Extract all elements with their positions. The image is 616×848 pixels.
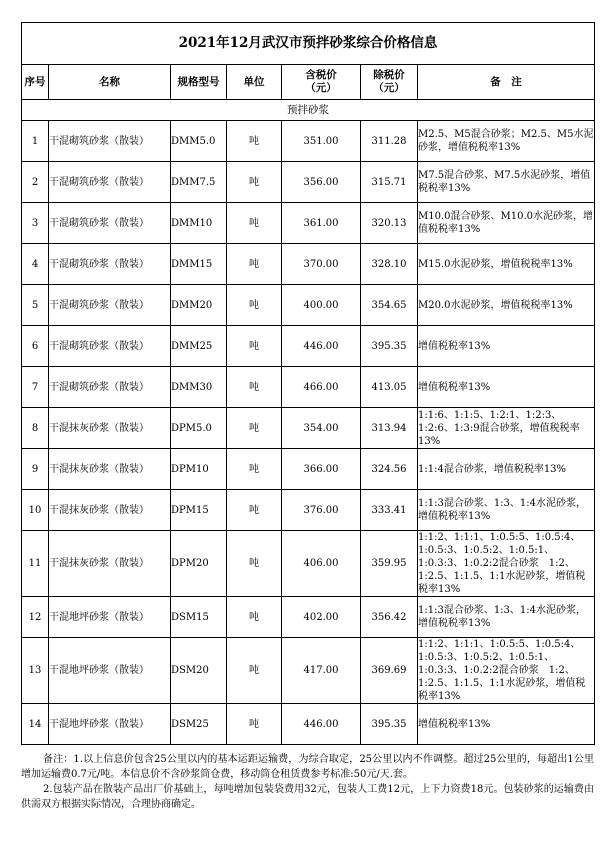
cell-price-notax: 313.94 — [361, 408, 418, 449]
header-name: 名称 — [49, 65, 171, 100]
cell-seq: 8 — [22, 408, 49, 449]
table-row — [22, 597, 595, 638]
table-row — [22, 531, 595, 597]
cell-price-tax: 417.00 — [282, 638, 361, 704]
cell-remark: 1:1:4混合砂浆，增值税税率13% — [418, 449, 595, 490]
cell-name: 干混抹灰砂浆（散装） — [49, 408, 171, 449]
cell-price-tax: 406.00 — [282, 531, 361, 597]
cell-seq: 2 — [22, 162, 49, 203]
table-row — [22, 638, 595, 704]
cell-price-notax: 369.69 — [361, 638, 418, 704]
table-row — [22, 162, 595, 203]
cell-remark: 1:1:3混合砂浆、1:3、1:4水泥砂浆，增值税税率13% — [418, 490, 595, 531]
header-price-notax-line2: （元） — [373, 82, 405, 94]
cell-name: 干混地坪砂浆（散装） — [49, 704, 171, 745]
cell-price-notax: 395.35 — [361, 704, 418, 745]
cell-unit: 吨 — [227, 326, 282, 367]
cell-seq: 13 — [22, 638, 49, 704]
cell-remark: M7.5混合砂浆、M7.5水泥砂浆，增值税税率13% — [418, 162, 595, 203]
category-label: 预拌砂浆 — [22, 100, 595, 121]
table-row — [22, 285, 595, 326]
cell-price-tax: 370.00 — [282, 244, 361, 285]
cell-price-tax: 356.00 — [282, 162, 361, 203]
cell-unit: 吨 — [227, 597, 282, 638]
cell-seq: 11 — [22, 531, 49, 597]
cell-unit: 吨 — [227, 531, 282, 597]
header-price-tax-line1: 含税价 — [305, 69, 337, 81]
cell-name: 干混抹灰砂浆（散装） — [49, 449, 171, 490]
cell-price-tax: 402.00 — [282, 597, 361, 638]
cell-remark: 增值税税率13% — [418, 704, 595, 745]
table-row — [22, 408, 595, 449]
cell-unit: 吨 — [227, 704, 282, 745]
cell-unit: 吨 — [227, 121, 282, 162]
cell-price-tax: 446.00 — [282, 704, 361, 745]
cell-price-notax: 356.42 — [361, 597, 418, 638]
cell-seq: 1 — [22, 121, 49, 162]
cell-price-tax: 446.00 — [282, 326, 361, 367]
header-price-tax — [282, 65, 361, 100]
cell-seq: 14 — [22, 704, 49, 745]
page-title: 2021年12月武汉市预拌砂浆综合价格信息 — [22, 23, 595, 65]
cell-unit: 吨 — [227, 285, 282, 326]
cell-spec: DMM25 — [171, 326, 227, 367]
cell-name: 干混砌筑砂浆（散装） — [49, 121, 171, 162]
cell-spec: DPM15 — [171, 490, 227, 531]
cell-seq: 4 — [22, 244, 49, 285]
category-row — [22, 100, 595, 121]
cell-name: 干混地坪砂浆（散装） — [49, 597, 171, 638]
cell-remark: 1:1:6、1:1:5、1:2:1、1:2:3、1:2:6、1:3:9混合砂浆，增值税税率13% — [418, 408, 595, 449]
cell-seq: 9 — [22, 449, 49, 490]
table-row — [22, 704, 595, 745]
cell-remark: 增值税税率13% — [418, 326, 595, 367]
cell-price-tax: 466.00 — [282, 367, 361, 408]
cell-price-tax: 400.00 — [282, 285, 361, 326]
cell-price-notax: 333.41 — [361, 490, 418, 531]
header-price-notax-line1: 除税价 — [373, 69, 405, 81]
cell-unit: 吨 — [227, 449, 282, 490]
cell-spec: DPM5.0 — [171, 408, 227, 449]
cell-name: 干混砌筑砂浆（散装） — [49, 285, 171, 326]
cell-price-tax: 366.00 — [282, 449, 361, 490]
cell-unit: 吨 — [227, 367, 282, 408]
cell-seq: 10 — [22, 490, 49, 531]
cell-spec: DMM20 — [171, 285, 227, 326]
cell-name: 干混地坪砂浆（散装） — [49, 638, 171, 704]
cell-name: 干混抹灰砂浆（散装） — [49, 490, 171, 531]
cell-price-tax: 351.00 — [282, 121, 361, 162]
cell-remark: 1:1:2、1:1:1、1:0.5:5、1:0.5:4、1:0.5:3、1:0.5:2、1:0.5:1、1:0.3:3、1:0.2:2混合砂浆 1:2、1:2.5、1:1.5、1:1水泥砂浆，增值税税率13% — [418, 531, 595, 597]
cell-spec: DSM20 — [171, 638, 227, 704]
footer-note-1: 备注：1.以上信息价包含25公里以内的基本运距运输费，为综合取定，25公里以内不作调整。超过25公里的，每超出1公里增加运输费0.7元/吨。本信息价不含砂浆筒仓费，移动筒仓租赁费参考标准:50元/天.套。 — [21, 754, 594, 780]
header-spec: 规格型号 — [171, 65, 227, 100]
cell-price-tax: 361.00 — [282, 203, 361, 244]
cell-price-notax: 413.05 — [361, 367, 418, 408]
cell-seq: 3 — [22, 203, 49, 244]
cell-seq: 7 — [22, 367, 49, 408]
cell-name: 干混砌筑砂浆（散装） — [49, 326, 171, 367]
header-price-notax — [361, 65, 418, 100]
cell-remark: M10.0混合砂浆、M10.0水泥砂浆，增值税税率13% — [418, 203, 595, 244]
cell-unit: 吨 — [227, 490, 282, 531]
header-row — [22, 65, 595, 100]
cell-name: 干混抹灰砂浆（散装） — [49, 531, 171, 597]
cell-remark: 增值税税率13% — [418, 367, 595, 408]
cell-name: 干混砌筑砂浆（散装） — [49, 367, 171, 408]
header-remark: 备 注 — [418, 65, 595, 100]
cell-remark: M15.0水泥砂浆，增值税税率13% — [418, 244, 595, 285]
cell-unit: 吨 — [227, 203, 282, 244]
table-row — [22, 121, 595, 162]
cell-spec: DMM7.5 — [171, 162, 227, 203]
cell-unit: 吨 — [227, 638, 282, 704]
footer-notes — [21, 752, 594, 812]
cell-remark: 1:1:3混合砂浆、1:3、1:4水泥砂浆，增值税税率13% — [418, 597, 595, 638]
cell-remark: M20.0水泥砂浆，增值税税率13% — [418, 285, 595, 326]
cell-spec: DMM5.0 — [171, 121, 227, 162]
cell-seq: 6 — [22, 326, 49, 367]
table-row — [22, 244, 595, 285]
cell-unit: 吨 — [227, 408, 282, 449]
cell-spec: DPM20 — [171, 531, 227, 597]
cell-price-notax: 354.65 — [361, 285, 418, 326]
cell-spec: DSM25 — [171, 704, 227, 745]
cell-unit: 吨 — [227, 244, 282, 285]
cell-price-notax: 359.95 — [361, 531, 418, 597]
header-seq: 序号 — [22, 65, 49, 100]
table-row — [22, 449, 595, 490]
cell-price-notax: 395.35 — [361, 326, 418, 367]
table-row — [22, 326, 595, 367]
cell-name: 干混砌筑砂浆（散装） — [49, 244, 171, 285]
cell-spec: DSM15 — [171, 597, 227, 638]
cell-name: 干混砌筑砂浆（散装） — [49, 203, 171, 244]
cell-name: 干混砌筑砂浆（散装） — [49, 162, 171, 203]
header-price-tax-line2: （元） — [305, 82, 337, 94]
footer-note-2: 2.包装产品在散装产品出厂价基础上，每吨增加包装袋费用32元，包装人工费12元，上下力资费18元。包装砂浆的运输费由供需双方根据实际情况，合理协商确定。 — [21, 784, 594, 810]
cell-seq: 12 — [22, 597, 49, 638]
cell-price-tax: 376.00 — [282, 490, 361, 531]
cell-price-notax: 320.13 — [361, 203, 418, 244]
cell-spec: DMM10 — [171, 203, 227, 244]
cell-price-notax: 315.71 — [361, 162, 418, 203]
cell-price-notax: 324.56 — [361, 449, 418, 490]
cell-spec: DPM10 — [171, 449, 227, 490]
table-row — [22, 367, 595, 408]
cell-spec: DMM30 — [171, 367, 227, 408]
table-row — [22, 203, 595, 244]
table-row — [22, 490, 595, 531]
cell-seq: 5 — [22, 285, 49, 326]
cell-remark: M2.5、M5混合砂浆；M2.5、M5水泥砂浆，增值税税率13% — [418, 121, 595, 162]
header-unit: 单位 — [227, 65, 282, 100]
cell-price-notax: 311.28 — [361, 121, 418, 162]
cell-price-tax: 354.00 — [282, 408, 361, 449]
cell-price-notax: 328.10 — [361, 244, 418, 285]
cell-unit: 吨 — [227, 162, 282, 203]
cell-remark: 1:1:2、1:1:1、1:0.5:5、1:0.5:4、1:0.5:3、1:0.5:2、1:0.5:1、1:0.3:3、1:0.2:2混合砂浆 1:2、1:2.5、1:1.5、1:1水泥砂浆，增值税税率13% — [418, 638, 595, 704]
price-table — [21, 22, 595, 745]
cell-spec: DMM15 — [171, 244, 227, 285]
